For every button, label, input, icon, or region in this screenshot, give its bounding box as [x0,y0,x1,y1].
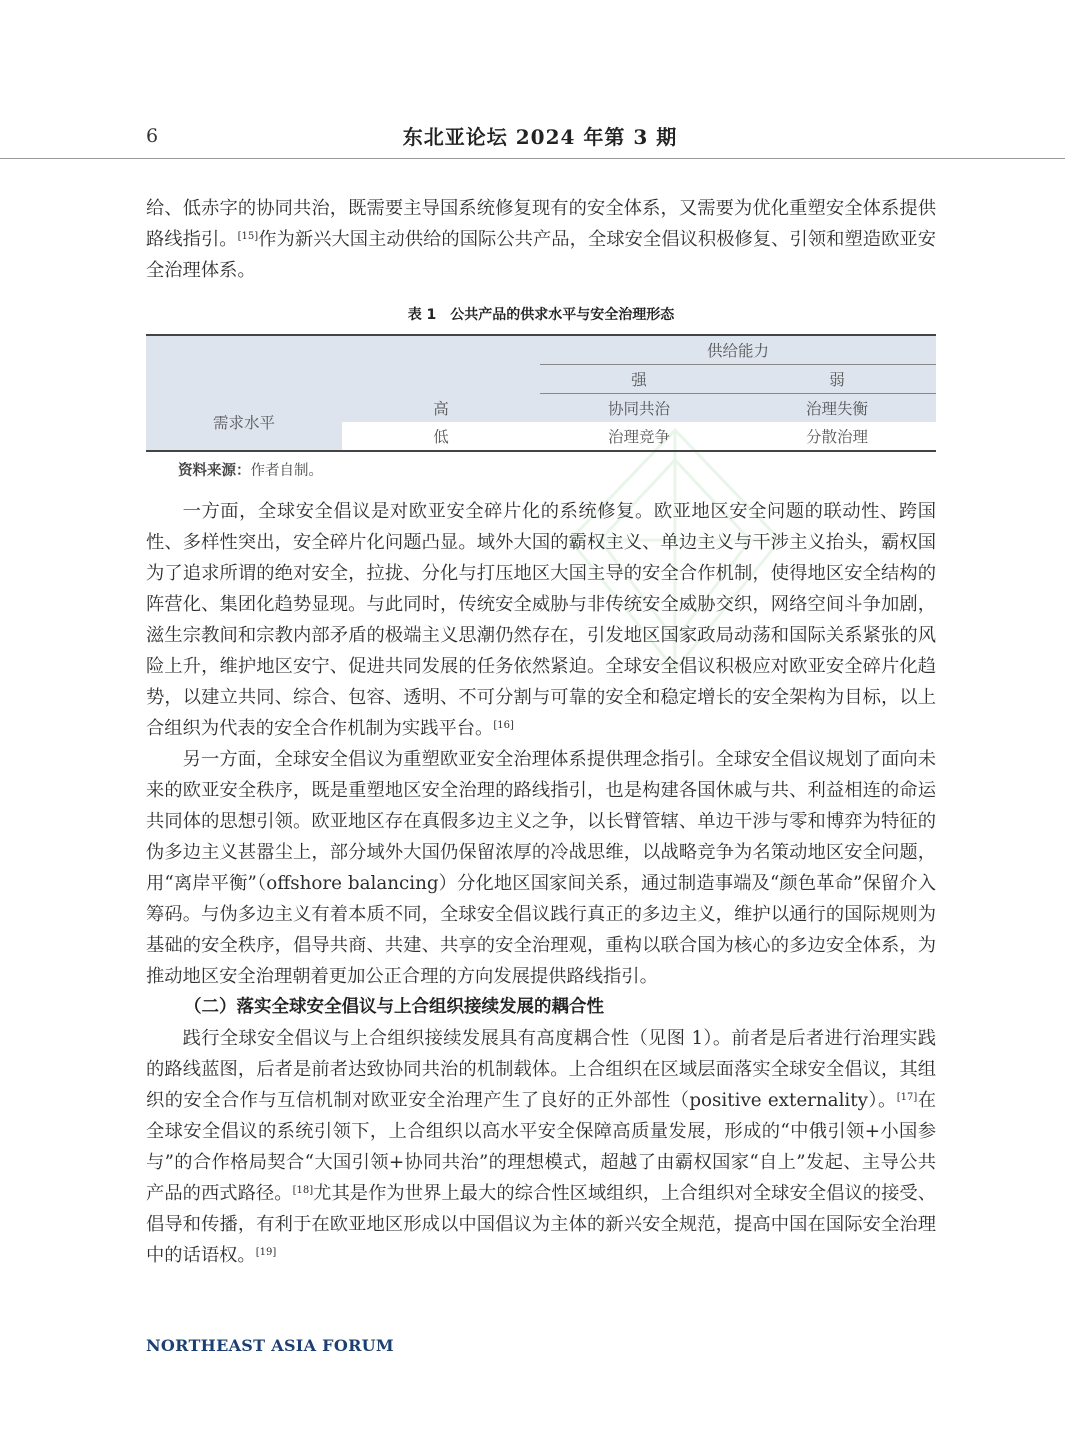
cell-high-strong: 协同共治 [607,400,670,418]
table-corner [146,335,540,365]
paragraph-text: 一方面，全球安全倡议是对欧亚安全碎片化的系统修复。欧亚地区安全问题的联动性、跨国性、多样性突出，安全碎片化问题凸显。域外大国的霸权主义、单边主义与干涉主义抬头，霸权国为了追求所谓的绝对安全，拉拢、分化与打压地区大国主导的安全合作机制，使得地区安全结构的阵营化、集团化趋势显现。与此同时，传统安全威胁与非传统安全威胁交织，网络空间斗争加剧，滋生宗教间和宗教内部矛盾的极端主义思潮仍然存在，引发地区国家政局动荡和国际关系紧张的风险上升，维护地区安宁、促进共同发展的任务依然紧迫。全球安全倡议积极应对欧亚安全碎片化趋势，以建立共同、综合、包容、透明、不可分割与可靠的安全和稳定增长的安全架构为目标，以上合组织为代表的安全合作机制为实践平台。 [146,501,936,739]
header-supply-capacity: 供给能力 [540,335,936,365]
paragraph-text: 践行全球安全倡议与上合组织接续发展具有高度耦合性（见图 1）。前者是后者进行治理实践的路线蓝图，后者是前者达致协同共治的机制载体。上合组织在区域层面落实全球安全倡议，其组织的安全合作与互信机制对欧亚安全治理产生了良好的正外部性（positive externality）。 [146,1028,936,1111]
paragraph-text: 另一方面，全球安全倡议为重塑欧亚安全治理体系提供理念指引。全球安全倡议规划了面向未来的欧亚安全秩序，既是重塑地区安全治理的路线指引，也是构建各国休戚与共、利益相连的命运共同体的思想引领。欧亚地区存在真假多边主义之争，以长臂管辖、单边干涉与零和博弈为特征的伪多边主义甚嚣尘上，部分域外大国仍保留浓厚的冷战思维，以战略竞争为名策动地区安全问题，用“离岸平衡”（offshore balancing）分化地区国家间关系，通过制造事端及“颜色革命”保留介入筹码。与伪多边主义有着本质不同，全球安全倡议践行真正的多边主义，维护以通行的国际规则为基础的安全秩序，倡导共商、共建、共享的安全治理观，重构以联合国为核心的多边安全体系，为推动地区安全治理朝着更加公正合理的方向发展提供路线指引。 [146,749,936,987]
row-high: 高 [433,399,449,418]
page-header [0,118,1065,159]
article-body [146,193,936,1271]
citation-ref: [16] [493,720,514,731]
paragraph-text: 作为新兴大国主动供给的国际公共产品，全球安全倡议积极修复、引领和塑造欧亚安全治理体系。 [146,229,937,281]
citation-ref: [18] [292,1185,314,1196]
cell-high-weak: 治理失衡 [805,400,868,418]
paragraph-text: 给、低赤字的协同共治，既需要主导国系统修复现有的安全体系，又需要为优化重塑安全体系提供路线指引。 [146,198,936,250]
cell-low-strong: 治理竞争 [540,422,738,451]
table-caption: 表 1 公共产品的供求水平与安全治理形态 [407,307,675,323]
table-corner [146,365,540,394]
cell-low-weak: 分散治理 [738,422,936,451]
paragraph-other-hand [146,744,936,992]
page-number: 6 [146,125,159,147]
section-heading: （二）落实全球安全倡议与上合组织接续发展的耦合性 [184,997,604,1017]
header-strong: 强 [540,365,738,394]
source-text: 作者自制。 [250,463,323,479]
paragraph-text: 尤其是作为世界上最大的综合性区域组织，上合组织对全球安全倡议的接受、倡导和传播，有利于在欧亚地区形成以中国倡议为主体的新兴安全规范，提高中国在国际安全治理中的话语权。 [146,1183,937,1266]
citation-ref: [17] [896,1092,918,1103]
row-low: 低 [342,422,540,451]
paragraph-coupling [146,1023,936,1271]
paragraph-intro [146,193,936,286]
journal-title: 东北亚论坛 2024 年第 3 期 [402,125,678,149]
source-label: 资料来源： [178,463,251,479]
paragraph-one-hand [146,496,936,744]
data-table [146,334,936,452]
row-group-demand: 需求水平 [146,394,342,452]
header-weak: 弱 [738,365,936,394]
table-source [178,459,936,480]
citation-ref: [15] [237,231,259,242]
citation-ref: [19] [255,1247,277,1258]
paragraph-text: 在全球安全倡议的系统引领下，上合组织以高水平安全保障高质量发展，形成的“中俄引领+小国参与”的合作格局契合“大国引领+协同共治”的理想模式，超越了由霸权国家“自上”发起、主导公共产品的西式路径。 [146,1090,936,1204]
footer-journal-name: NORTHEAST ASIA FORUM [146,1336,394,1355]
